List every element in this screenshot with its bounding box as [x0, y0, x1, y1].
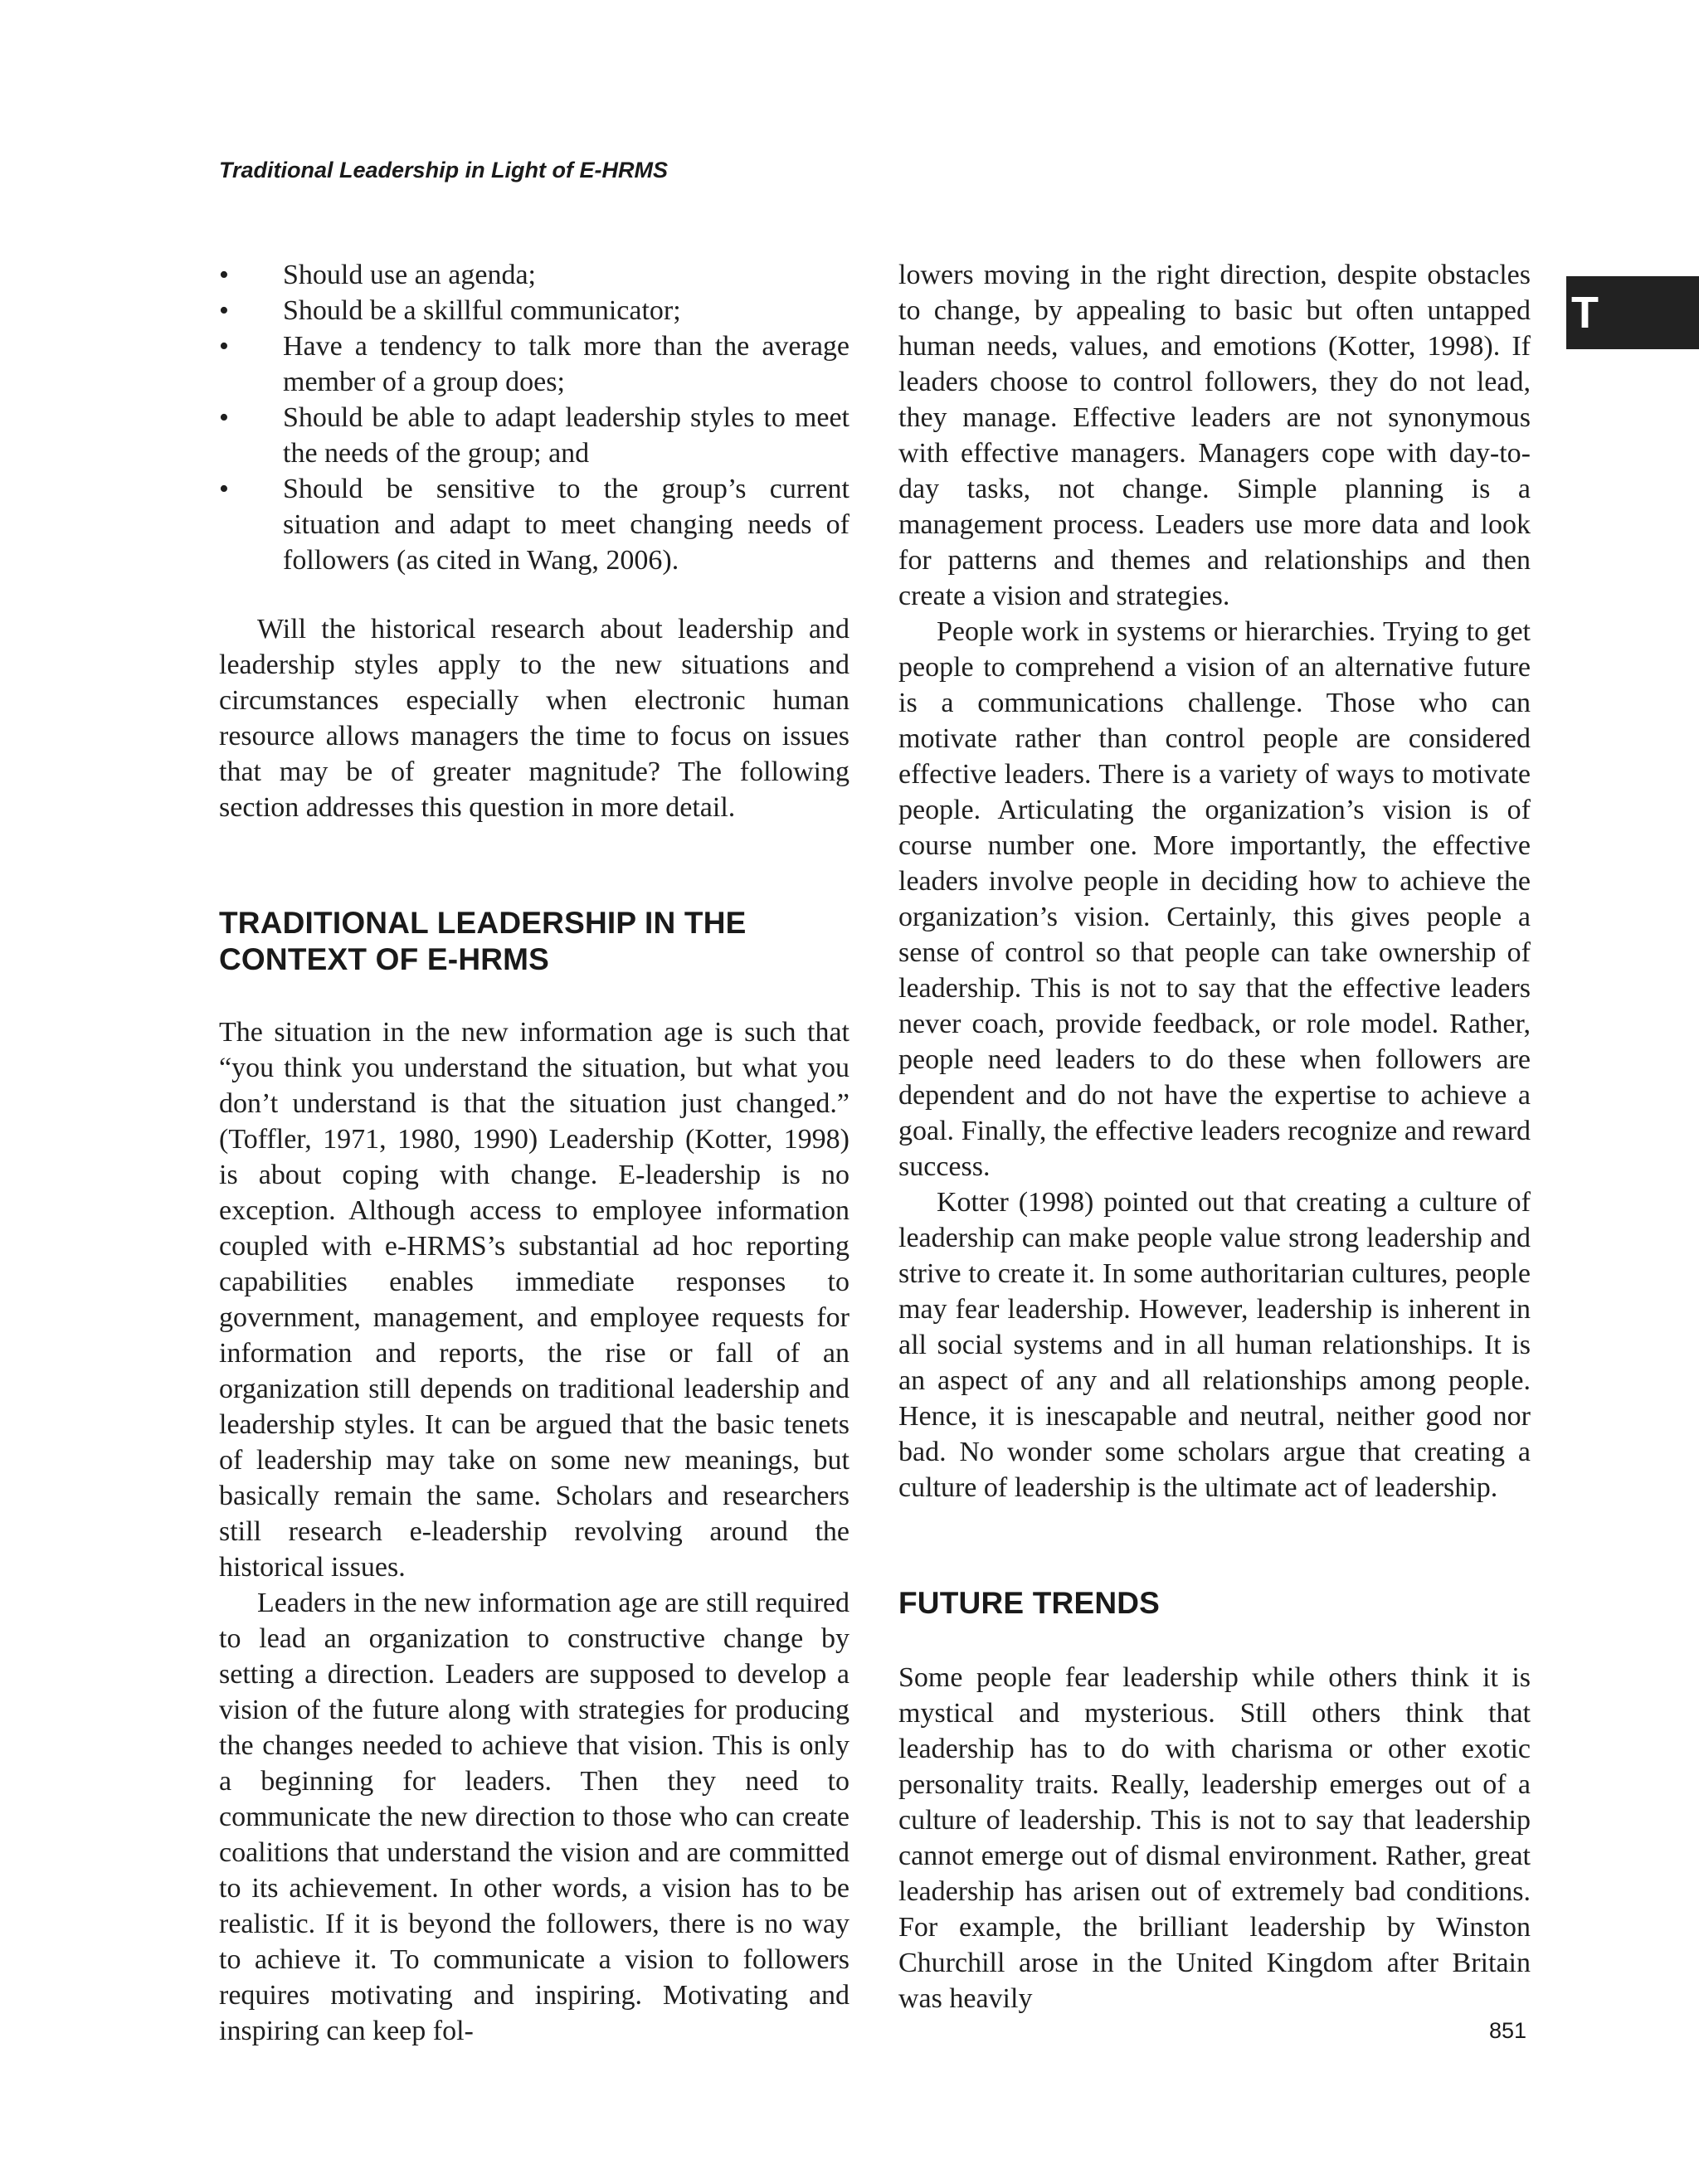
running-head: Traditional Leadership in Light of E-HRMS: [219, 158, 669, 182]
bullet-icon: •: [219, 260, 229, 290]
left-column: [219, 257, 850, 2049]
continued-paragraph: lowers moving in the right direction, despite obstacles to change, by appealing to basic but often untapped human needs, values, and emotions (Kotter, 1998). If leaders choose to control followers, they do not lead, they manage. Effective leaders are not synonymous with effective managers. Managers cope with day-to-day tasks, not change. Simple planning is a management process. Leaders use more data and look for patterns and themes and relationships and then create a vision and strategies.: [898, 260, 1531, 611]
bullet-icon: •: [219, 474, 229, 504]
list-item-text: Should use an agenda;: [283, 260, 536, 290]
bullet-icon: •: [219, 331, 229, 362]
list-item-text: Should be a skillful communicator;: [283, 295, 681, 326]
list-item-text: Should be able to adapt leadership styles to meet the needs of the group; and: [283, 402, 850, 469]
list-item: [219, 257, 850, 293]
list-item: [219, 471, 850, 578]
body-paragraph: The situation in the new information age is such that “you think you understand the situation, but what you don’t understand is that the situation just changed.” (Toffler, 1971, 1980, 1990) Leadership (Kotter, 1998) is about coping with change. E-leadership is no exception. Although access to employee information coupled with e-HRMS’s substantial ad hoc reporting capabilities enables immediate responses to government, management, and employee requests for information and reports, the rise or fall of an organization still depends on traditional leadership and leadership styles. It can be argued that the basic tenets of leadership may take on some new meanings, but basically remain the same. Scholars and researchers still research e-leadership revolving around the historical issues.: [219, 1017, 850, 1583]
body-paragraph: Kotter (1998) pointed out that creating a culture of leadership can make people value strong leadership and strive to create it. In some authoritarian cultures, people may fear leadership. However, leadership is inherent in all social systems and in all human relationships. It is an aspect of any and all relationships among people. Hence, it is inescapable and neutral, neither good nor bad. No wonder some scholars argue that creating a culture of leadership is the ultimate act of leadership.: [898, 1187, 1531, 1503]
section-heading-future-trends: FUTURE TRENDS: [898, 1586, 1161, 1620]
intro-paragraph: Will the historical research about leadership and leadership styles apply to the new situations and circumstances especially when electronic human resource allows managers the time to focus on issues that may be of greater magnitude? The following section addresses this question in more detail.: [219, 614, 850, 823]
list-item: [219, 400, 850, 471]
body-paragraph: People work in systems or hierarchies. Trying to get people to comprehend a vision of an alternative future is a communications challenge. Those who can motivate rather than control people are considered effective leaders. There is a variety of ways to motivate people. Articulating the organization’s vision is of course number one. More importantly, the effective leaders involve people in deciding how to achieve the organization’s vision. Certainly, this gives people a sense of control so that people can take ownership of leadership. This is not to say that the effective leaders never coach, provide feedback, or role model. Rather, people need leaders to do these when followers are dependent and do not have the expertise to achieve a goal. Finally, the effective leaders recognize and reward success.: [898, 616, 1531, 1182]
list-item-text: Have a tendency to talk more than the average member of a group does;: [283, 331, 850, 397]
section-heading-traditional-leadership: TRADITIONAL LEADERSHIP IN THE CONTEXT OF E-HRMS: [219, 906, 747, 976]
bullet-list: [219, 257, 850, 578]
body-paragraph: Some people fear leadership while others think it is mystical and mysterious. Still others think that leadership has to do with charisma or other exotic personality traits. Really, leadership emerges out of a culture of leadership. This is not to say that leadership cannot emerge out of dismal environment. Rather, great leadership has arisen out of extremely bad conditions. For example, the brilliant leadership by Winston Churchill arose in the United Kingdom after Britain was heavily: [898, 1662, 1531, 2014]
section-tab-marker: T: [1566, 276, 1699, 349]
list-item: [219, 328, 850, 400]
bullet-icon: •: [219, 295, 229, 326]
right-column: [898, 257, 1531, 2016]
list-item-text: Should be sensitive to the group’s current situation and adapt to meet changing needs of followers (as cited in Wang, 2006).: [283, 474, 850, 576]
bullet-icon: •: [219, 402, 229, 433]
page-number: 851: [1489, 2018, 1527, 2043]
body-paragraph: Leaders in the new information age are still required to lead an organization to constructive change by setting a direction. Leaders are supposed to develop a vision of the future along with strategies for producing the changes needed to achieve that vision. This is only a beginning for leaders. Then they need to communicate the new direction to those who can create coalitions that understand the vision and are committed to its achievement. In other words, a vision has to be realistic. If it is beyond the followers, there is no way to achieve it. To communicate a vision to followers requires motivating and inspiring. Motivating and inspiring can keep fol-: [219, 1588, 850, 2046]
list-item: [219, 293, 850, 328]
